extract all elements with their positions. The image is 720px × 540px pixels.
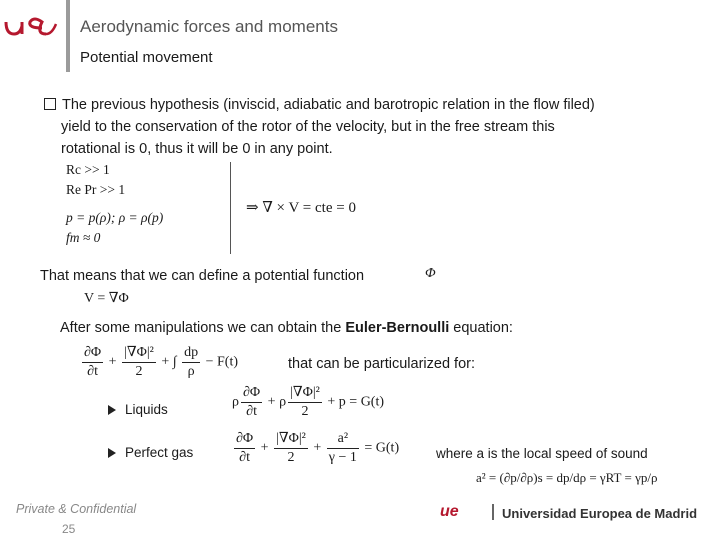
liquids-label: Liquids — [125, 402, 168, 417]
liq-two: 2 — [301, 404, 309, 419]
curl-result: ⇒ ∇ × V = cte = 0 — [246, 200, 356, 216]
bernoulli-suffix: equation: — [449, 320, 513, 336]
potential-sentence: That means that we can define a potential function — [40, 268, 365, 284]
gas-bullet — [108, 445, 193, 460]
liq-dt: ∂t — [246, 404, 257, 419]
conditions-block — [66, 160, 163, 248]
eq-F: F(t) — [217, 354, 239, 370]
eq-grad-sq: |∇Φ|² — [122, 344, 156, 363]
arrow-bullet-icon — [108, 405, 116, 415]
page-title: Aerodynamic forces and moments — [80, 17, 338, 36]
velocity-potential-equation: V = ∇Φ — [84, 291, 129, 306]
intro-line-1: The previous hypothesis (inviscid, adiabatic and barotropic relation in the flow filed) — [62, 97, 595, 113]
condition-rc: Rc >> 1 — [66, 162, 110, 177]
gas-dt: ∂t — [239, 450, 250, 465]
header-divider — [66, 0, 70, 72]
confidential-label: Private & Confidential — [16, 502, 137, 516]
sound-speed-note: where a is the local speed of sound — [436, 446, 648, 461]
liq-rho2: ρ — [279, 394, 287, 410]
bernoulli-prefix: After some manipulations we can obtain the — [60, 320, 346, 336]
gas-dphi: ∂Φ — [234, 430, 255, 449]
intro-line-3: rotational is 0, thus it will be 0 in any point. — [61, 141, 333, 157]
eq-dt: ∂t — [87, 364, 98, 379]
gas-label: Perfect gas — [125, 445, 194, 460]
gas-two: 2 — [287, 450, 295, 465]
gas-G: G(t) — [375, 440, 400, 456]
footer-logo-icon: ue — [440, 503, 459, 520]
intro-paragraph — [44, 94, 684, 160]
gas-asq: a² — [327, 430, 359, 449]
conditions-brace — [224, 162, 231, 254]
bernoulli-sentence — [60, 320, 513, 336]
eq-dp: dp — [182, 344, 200, 363]
gas-equation: $\frac{\partial\Phi}{\partial t}$ + $\frac{\text{|∇Φ|²}}{2}$ + $\frac{\text{a²}}{\gamma - 1}$ = G(t) — [236, 431, 400, 465]
bernoulli-name: Euler-Bernoulli — [345, 320, 450, 336]
intro-line-2: yield to the conservation of the rotor of the velocity, but in the free stream this — [61, 119, 555, 135]
condition-fm: fm ≈ 0 — [66, 230, 101, 245]
university-name: Universidad Europea de Madrid — [502, 506, 698, 521]
liq-p: p — [338, 394, 346, 410]
potential-symbol: Φ — [425, 266, 436, 281]
liq-dphi: ∂Φ — [241, 384, 262, 403]
page-number: 25 — [62, 522, 76, 536]
liq-grad: |∇Φ|² — [288, 384, 322, 403]
page-subtitle: Potential movement — [80, 49, 213, 66]
bernoulli-equation: $\frac{\partial\Phi}{\partial t}$ + $\frac{\text{|∇Φ|²}}{2}$ + ∫ $\frac{dp}{\rho}$ − F(t) — [84, 345, 239, 379]
checkbox-bullet-icon — [44, 98, 56, 110]
particularized-text: that can be particularized for: — [288, 356, 475, 372]
liquids-equation: ρ $\frac{\partial\Phi}{\partial t}$ + ρ $\frac{\text{|∇Φ|²}}{2}$ + p = G(t) — [232, 385, 385, 419]
gas-grad: |∇Φ|² — [274, 430, 308, 449]
eq-dphi: ∂Φ — [82, 344, 103, 363]
eq-two: 2 — [135, 364, 143, 379]
liq-rho: ρ — [232, 394, 239, 410]
liq-G: G(t) — [360, 394, 385, 410]
liquids-bullet — [108, 402, 168, 417]
arrow-bullet-icon — [108, 448, 116, 458]
sound-speed-equation: a² = (∂p/∂ρ)s = dp/dρ = γRT = γp/ρ — [476, 470, 658, 485]
eq-rho: ρ — [187, 364, 195, 379]
condition-repr: Re Pr >> 1 — [66, 182, 126, 197]
gas-gamma: γ − 1 — [328, 450, 357, 465]
footer-divider — [492, 504, 494, 520]
condition-barotropic: p = p(ρ); ρ = ρ(p) — [66, 210, 164, 225]
ue-logo-icon — [2, 12, 60, 42]
